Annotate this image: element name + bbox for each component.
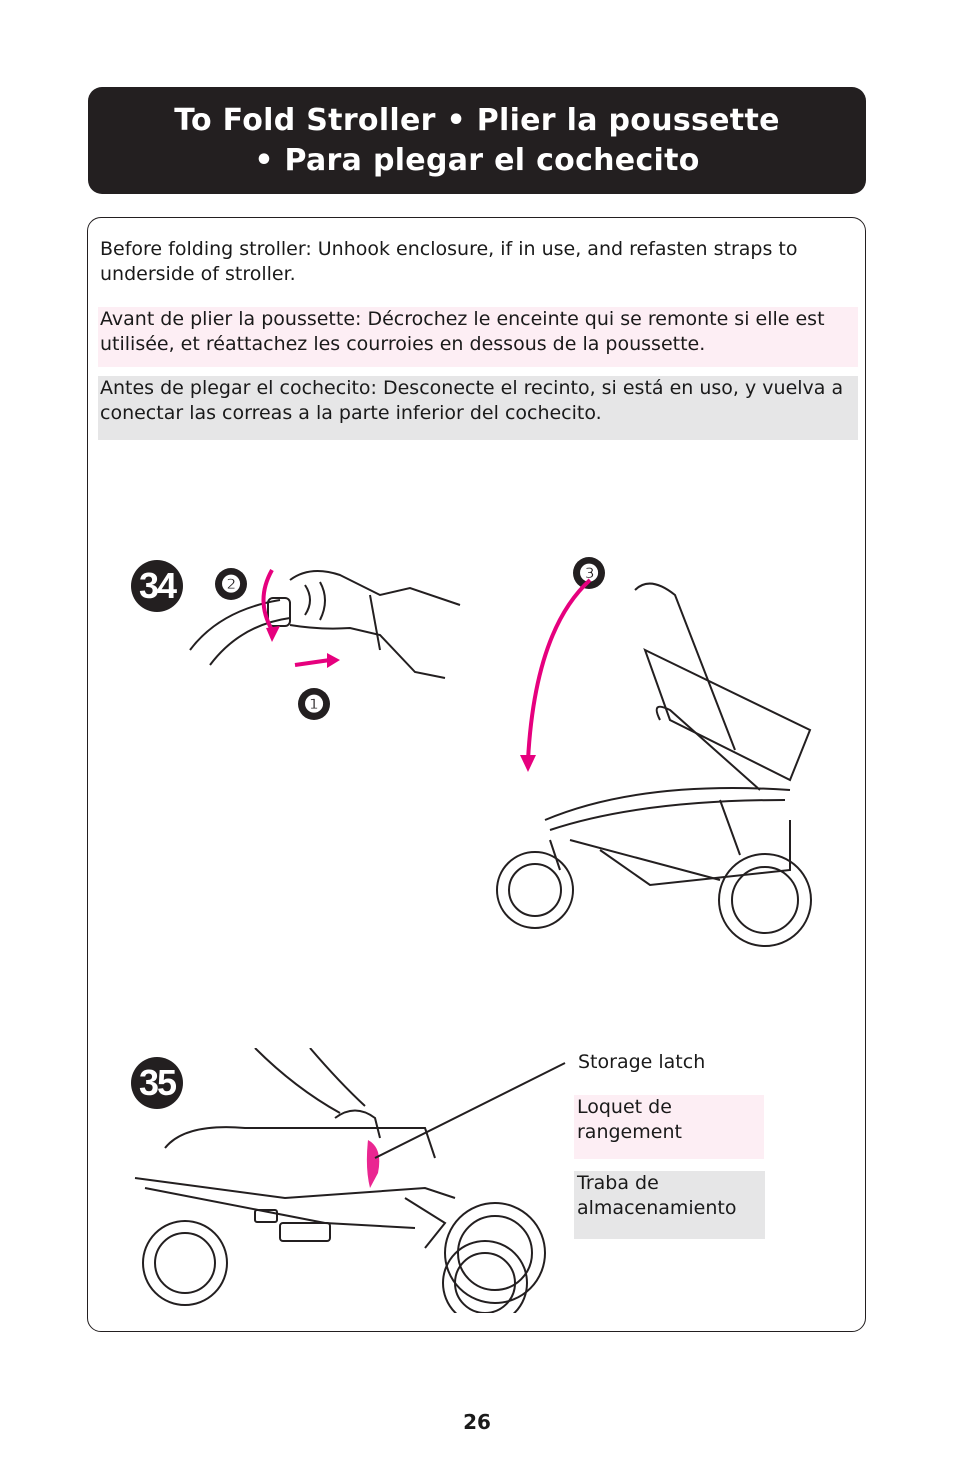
step-1-marker: ❶ — [298, 688, 330, 720]
step-2-marker: ❷ — [215, 568, 247, 600]
figure-35-number: 35 — [131, 1057, 183, 1109]
figure-34-number: 34 — [131, 560, 183, 612]
instruction-english: Before folding stroller: Unhook enclosure, if in use, and refasten straps to underside of stroller. — [100, 238, 798, 285]
callout-english: Storage latch — [578, 1051, 706, 1073]
header-title-line2: • Para plegar el cochecito — [254, 143, 700, 178]
callout-spanish: Traba de almacenamiento — [574, 1171, 765, 1239]
instruction-spanish: Antes de plegar el cochecito: Desconecte el recinto, si está en uso, y vuelva a conectar las correas a la parte inferior del cochecito. — [98, 376, 858, 440]
callout-french: Loquet de rangement — [574, 1095, 764, 1159]
folded-stroller-illustration — [125, 1048, 575, 1313]
step-3-marker: ❸ — [573, 557, 605, 589]
handle-release-illustration — [180, 560, 470, 690]
stroller-fold-illustration — [490, 550, 830, 950]
header-title-line1: To Fold Stroller • Plier la poussette — [174, 103, 780, 138]
page-number: 26 — [463, 1410, 491, 1434]
section-header — [88, 87, 866, 194]
instruction-french: Avant de plier la poussette: Décrochez le enceinte qui se remonte si elle est utilisée, et réattachez les courroies en dessous de la poussette. — [98, 307, 858, 367]
